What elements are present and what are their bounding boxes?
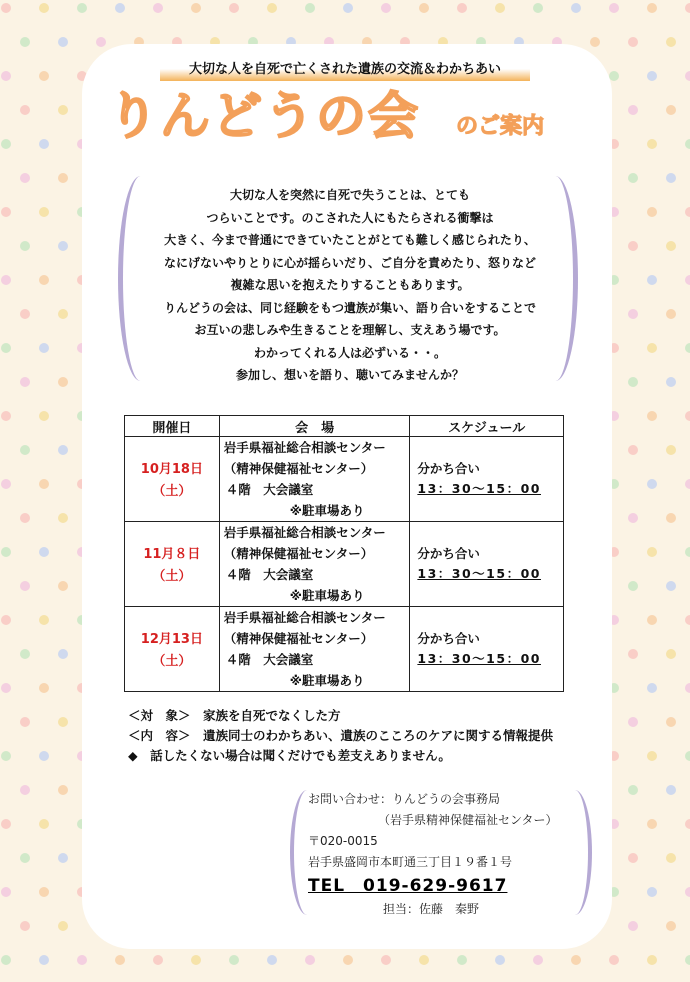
header-date: 開催日 <box>125 416 220 437</box>
venue-room: ４階 大会議室 <box>225 567 314 582</box>
background-dot <box>495 3 505 13</box>
background-dot <box>666 105 676 115</box>
background-dot <box>39 819 49 829</box>
intro-line: お互いの悲しみや生きることを理解し、支えあう場です。 <box>194 323 506 337</box>
background-dot <box>685 887 690 897</box>
background-dot <box>1 887 11 897</box>
venue-cell <box>219 607 410 692</box>
background-dot <box>685 71 690 81</box>
background-dot <box>666 921 676 931</box>
contact-address: 岩手県盛岡市本町通三丁目１９番１号 <box>308 855 513 869</box>
venue-parking: ※駐車場あり <box>289 588 365 603</box>
background-dot <box>305 955 315 965</box>
date: 10月18日 <box>140 462 203 477</box>
intro-text <box>120 184 580 387</box>
intro-line: 大切な人を突然に自死で失うことは、とても <box>229 188 470 202</box>
background-dot <box>628 921 638 931</box>
background-dot <box>647 343 657 353</box>
table-row <box>125 522 564 607</box>
background-dot <box>58 105 68 115</box>
background-dot <box>39 411 49 421</box>
background-dot <box>1 71 11 81</box>
background-dot <box>20 921 30 931</box>
background-dot <box>39 955 49 965</box>
background-dot <box>39 751 49 761</box>
background-dot <box>571 955 581 965</box>
background-dot <box>647 411 657 421</box>
background-dot <box>628 445 638 455</box>
background-dot <box>419 955 429 965</box>
background-dot <box>20 853 30 863</box>
background-dot <box>685 207 690 217</box>
background-dot <box>20 649 30 659</box>
schedule-cell <box>410 607 564 692</box>
background-dot <box>39 683 49 693</box>
background-dot <box>39 343 49 353</box>
background-dot <box>609 3 619 13</box>
background-dot <box>58 785 68 795</box>
weekday: （土） <box>152 569 192 584</box>
background-dot <box>419 3 429 13</box>
notes-section <box>128 706 628 766</box>
venue-parking: ※駐車場あり <box>289 673 365 688</box>
background-dot <box>647 751 657 761</box>
time: 13：30～15：00 <box>417 651 541 666</box>
intro-line: 参加し、想いを語り、聴いてみませんか？ <box>235 368 464 382</box>
venue-alt-name: （精神保健福祉センター） <box>223 631 374 646</box>
background-dot <box>343 955 353 965</box>
background-dot <box>609 71 619 81</box>
background-dot <box>58 309 68 319</box>
intro-line: 複雑な思いを抱えたりすることもあります。 <box>230 278 470 292</box>
background-dot <box>20 785 30 795</box>
background-dot <box>20 513 30 523</box>
background-dot <box>1 547 11 557</box>
background-dot <box>229 3 239 13</box>
background-dot <box>685 683 690 693</box>
date: 11月８日 <box>143 547 201 562</box>
background-dot <box>1 343 11 353</box>
background-dot <box>39 275 49 285</box>
intro-line: 大きく、今まで普通にできていたことがとても難しく感じられたり、 <box>164 233 536 247</box>
background-dot <box>1 819 11 829</box>
table-header-row <box>125 416 564 437</box>
contact-staff: 担当：佐藤 秦野 <box>383 902 480 916</box>
background-dot <box>647 275 657 285</box>
background-dot <box>666 581 676 591</box>
background-dot <box>39 479 49 489</box>
venue-name: 岩手県福祉総合相談センター <box>223 525 386 540</box>
background-dot <box>20 173 30 183</box>
page-title-suffix: のご案内 <box>456 114 545 139</box>
background-dot <box>571 3 581 13</box>
intro-line: つらいことです。のこされた人にもたらされる衝撃は <box>206 210 494 225</box>
background-dot <box>628 241 638 251</box>
background-dot <box>39 3 49 13</box>
background-dot <box>685 275 690 285</box>
background-dot <box>20 717 30 727</box>
venue-name: 岩手県福祉総合相談センター <box>223 610 386 625</box>
background-dot <box>628 649 638 659</box>
background-dot <box>381 955 391 965</box>
background-dot <box>685 615 690 625</box>
background-dot <box>685 819 690 829</box>
background-dot <box>39 615 49 625</box>
background-dot <box>305 3 315 13</box>
background-dot <box>628 513 638 523</box>
background-dot <box>20 105 30 115</box>
background-dot <box>685 343 690 353</box>
time: 13：30～15：00 <box>417 566 541 581</box>
background-dot <box>495 955 505 965</box>
background-dot <box>20 377 30 387</box>
remark-note: ◆ 話したくない場合は聞くだけでも差支えありません。 <box>128 748 451 763</box>
background-dot <box>153 3 163 13</box>
background-dot <box>590 37 600 47</box>
background-dot <box>77 955 87 965</box>
weekday: （土） <box>152 484 192 499</box>
page-title: りんどうの会 <box>108 87 420 145</box>
background-dot <box>647 207 657 217</box>
intro-line: りんどうの会は、同じ経験をもつ遺族が集い、語り合いをすることで <box>163 300 536 315</box>
intro-line: なにげないやりとりに心が揺らいだり、ご自分を責めたり、怒りなど <box>163 255 536 270</box>
background-dot <box>39 207 49 217</box>
venue-name: 岩手県福祉総合相談センター <box>223 440 386 455</box>
background-dot <box>20 241 30 251</box>
header-schedule: スケジュール <box>410 416 564 437</box>
background-dot <box>628 37 638 47</box>
background-dot <box>666 241 676 251</box>
background-dot <box>666 513 676 523</box>
background-dot <box>229 955 239 965</box>
date: 12月13日 <box>140 632 203 647</box>
background-dot <box>628 309 638 319</box>
background-dot <box>647 955 657 965</box>
venue-alt-name: （精神保健福祉センター） <box>223 461 374 476</box>
background-dot <box>1 411 11 421</box>
background-dot <box>1 479 11 489</box>
time: 13：30～15：00 <box>417 481 541 496</box>
background-dot <box>685 547 690 557</box>
program: 分かち合い <box>417 631 480 646</box>
background-dot <box>153 955 163 965</box>
background-dot <box>647 683 657 693</box>
background-dot <box>628 717 638 727</box>
background-dot <box>666 853 676 863</box>
background-dot <box>39 887 49 897</box>
venue-cell <box>219 437 410 522</box>
background-dot <box>58 445 68 455</box>
contact-block <box>308 789 588 920</box>
venue-cell <box>219 522 410 607</box>
venue-room: ４階 大会議室 <box>225 652 314 667</box>
schedule-table <box>124 415 564 692</box>
background-dot <box>628 105 638 115</box>
background-dot <box>533 3 543 13</box>
background-dot <box>77 3 87 13</box>
background-dot <box>58 377 68 387</box>
background-dot <box>666 445 676 455</box>
background-dot <box>628 377 638 387</box>
background-dot <box>628 785 638 795</box>
background-dot <box>191 955 201 965</box>
background-dot <box>647 139 657 149</box>
background-dot <box>1 751 11 761</box>
background-dot <box>647 887 657 897</box>
target-note: ＜対 象＞ 家族を自死でなくした方 <box>128 708 341 723</box>
background-dot <box>58 853 68 863</box>
background-dot <box>20 37 30 47</box>
background-dot <box>533 955 543 965</box>
background-dot <box>20 581 30 591</box>
background-dot <box>457 955 467 965</box>
background-dot <box>58 921 68 931</box>
venue-parking: ※駐車場あり <box>289 503 365 518</box>
background-dot <box>115 3 125 13</box>
weekday: （土） <box>152 654 192 669</box>
background-dot <box>628 853 638 863</box>
table-row <box>125 607 564 692</box>
background-dot <box>1 615 11 625</box>
background-dot <box>647 3 657 13</box>
background-dot <box>20 309 30 319</box>
background-dot <box>685 479 690 489</box>
background-dot <box>267 955 277 965</box>
subtitle-banner: 大切な人を自死で亡くされた遺族の交流＆わかちあい <box>160 59 530 81</box>
contact-phone[interactable]: TEL 019-629-9617 <box>308 876 508 896</box>
contact-postal: 〒020-0015 <box>308 834 378 848</box>
content-note: ＜内 容＞ 遺族同士のわかちあい、遺族のこころのケアに関する情報提供 <box>128 728 554 743</box>
background-dot <box>1 3 11 13</box>
background-dot <box>685 3 690 13</box>
background-dot <box>58 513 68 523</box>
background-dot <box>58 173 68 183</box>
schedule-cell <box>410 437 564 522</box>
background-dot <box>685 411 690 421</box>
background-dot <box>647 479 657 489</box>
date-cell <box>125 522 220 607</box>
background-dot <box>39 139 49 149</box>
background-dot <box>20 445 30 455</box>
schedule-cell <box>410 522 564 607</box>
background-dot <box>1 683 11 693</box>
background-dot <box>343 3 353 13</box>
background-dot <box>685 955 690 965</box>
table-row <box>125 437 564 522</box>
background-dot <box>647 547 657 557</box>
background-dot <box>647 615 657 625</box>
background-dot <box>115 955 125 965</box>
intro-line: わかってくれる人は必ずいる・・。 <box>253 345 446 360</box>
date-cell <box>125 607 220 692</box>
background-dot <box>666 37 676 47</box>
background-dot <box>191 3 201 13</box>
background-dot <box>666 717 676 727</box>
background-dot <box>628 173 638 183</box>
background-dot <box>666 173 676 183</box>
background-dot <box>685 751 690 761</box>
background-dot <box>666 377 676 387</box>
background-dot <box>39 547 49 557</box>
date-cell <box>125 437 220 522</box>
background-dot <box>381 3 391 13</box>
contact-org: （岩手県精神保健福祉センター） <box>378 813 558 827</box>
program: 分かち合い <box>417 461 480 476</box>
background-dot <box>267 3 277 13</box>
venue-alt-name: （精神保健福祉センター） <box>223 546 374 561</box>
background-dot <box>666 309 676 319</box>
background-dot <box>1 207 11 217</box>
background-dot <box>39 71 49 81</box>
background-dot <box>666 649 676 659</box>
background-dot <box>1 275 11 285</box>
background-dot <box>609 955 619 965</box>
background-dot <box>58 649 68 659</box>
background-dot <box>58 241 68 251</box>
contact-heading: お問い合わせ：りんどうの会事務局 <box>308 792 501 806</box>
background-dot <box>58 581 68 591</box>
background-dot <box>666 785 676 795</box>
background-dot <box>628 581 638 591</box>
background-dot <box>58 717 68 727</box>
background-dot <box>1 139 11 149</box>
background-dot <box>58 37 68 47</box>
background-dot <box>647 71 657 81</box>
background-dot <box>647 819 657 829</box>
background-dot <box>96 37 106 47</box>
program: 分かち合い <box>417 546 480 561</box>
header-venue: 会 場 <box>219 416 410 437</box>
background-dot <box>685 139 690 149</box>
background-dot <box>457 3 467 13</box>
venue-room: ４階 大会議室 <box>225 482 314 497</box>
background-dot <box>1 955 11 965</box>
